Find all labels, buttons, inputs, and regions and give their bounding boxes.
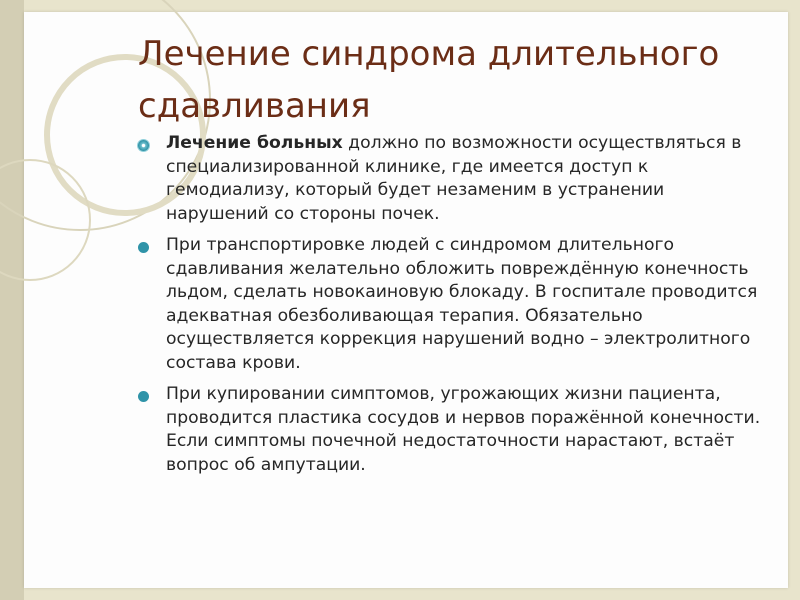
bullet-item xyxy=(138,132,768,226)
bullet-icon xyxy=(138,140,149,151)
bullet-icon xyxy=(138,242,149,253)
bullet-text: должно по возможности осуществляться в специализированной клинике, где имеется доступ к гемодиализу, который будет незаменим в устранении нарушений со стороны почек. xyxy=(166,133,742,224)
bullet-lead: Лечение больных xyxy=(166,133,343,153)
slide-title: Лечение синдрома длительного сдавливания xyxy=(138,34,720,126)
bullet-text: При купировании симптомов, угрожающих жизни пациента, проводится пластика сосудов и нервов поражённой конечности. Если симптомы почечной недостаточности нарастают, встаёт вопрос об ампутации. xyxy=(166,384,761,475)
bullet-item xyxy=(138,383,768,477)
bullet-list xyxy=(138,132,768,485)
bullet-text: При транспортировке людей с синдромом длительного сдавливания желательно обложить повреждённую конечность льдом, сделать новокаиновую блокаду. В госпитале проводится адекватная обезболивающая терапия. Обязательно осуществляется коррекция нарушений водно – электролитного состава крови. xyxy=(166,235,758,373)
bullet-icon xyxy=(138,391,149,402)
bullet-item xyxy=(138,234,768,375)
side-band xyxy=(0,0,24,600)
